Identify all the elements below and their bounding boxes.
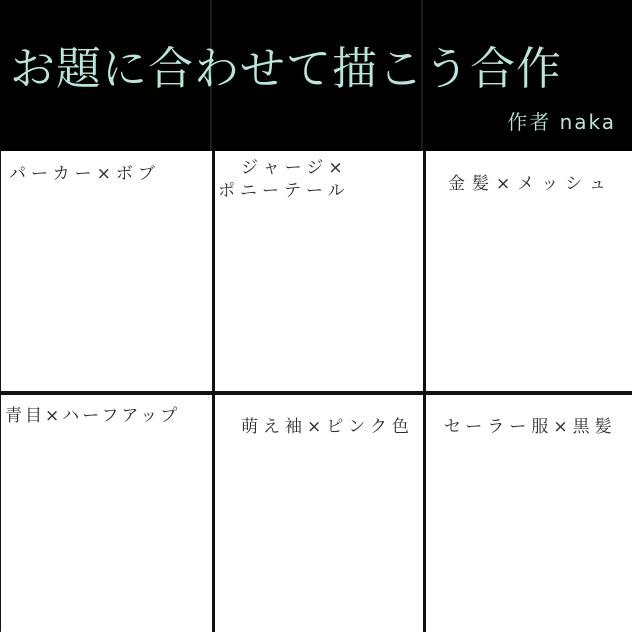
prompt-label: 青目×ハーフアップ <box>5 406 181 426</box>
prompt-cell-blueeyes-halfup <box>1 391 212 632</box>
prompt-label: 金髪×メッシュ <box>448 174 613 194</box>
prompt-label-line1: ジャージ× <box>241 158 348 178</box>
prompt-cell-sailor-blackhair <box>423 391 632 632</box>
prompt-label: 萌え袖×ピンク色 <box>241 417 414 437</box>
prompt-label-line2: ポニーテール <box>218 181 350 201</box>
page-title: お題に合わせて描こう合作 <box>10 42 563 95</box>
author-credit: 作者 naka <box>507 110 616 134</box>
prompt-cell-jersey-ponytail <box>212 151 423 391</box>
prompt-cell-hoodie-bob <box>1 151 212 391</box>
prompt-label: パーカー×ボブ <box>9 164 160 184</box>
header-banner <box>0 0 632 151</box>
prompt-label: セーラー服×黒髪 <box>444 417 617 437</box>
prompt-grid <box>0 151 632 632</box>
prompt-cell-moesode-pink <box>212 391 423 632</box>
prompt-cell-blonde-mesh <box>423 151 632 391</box>
